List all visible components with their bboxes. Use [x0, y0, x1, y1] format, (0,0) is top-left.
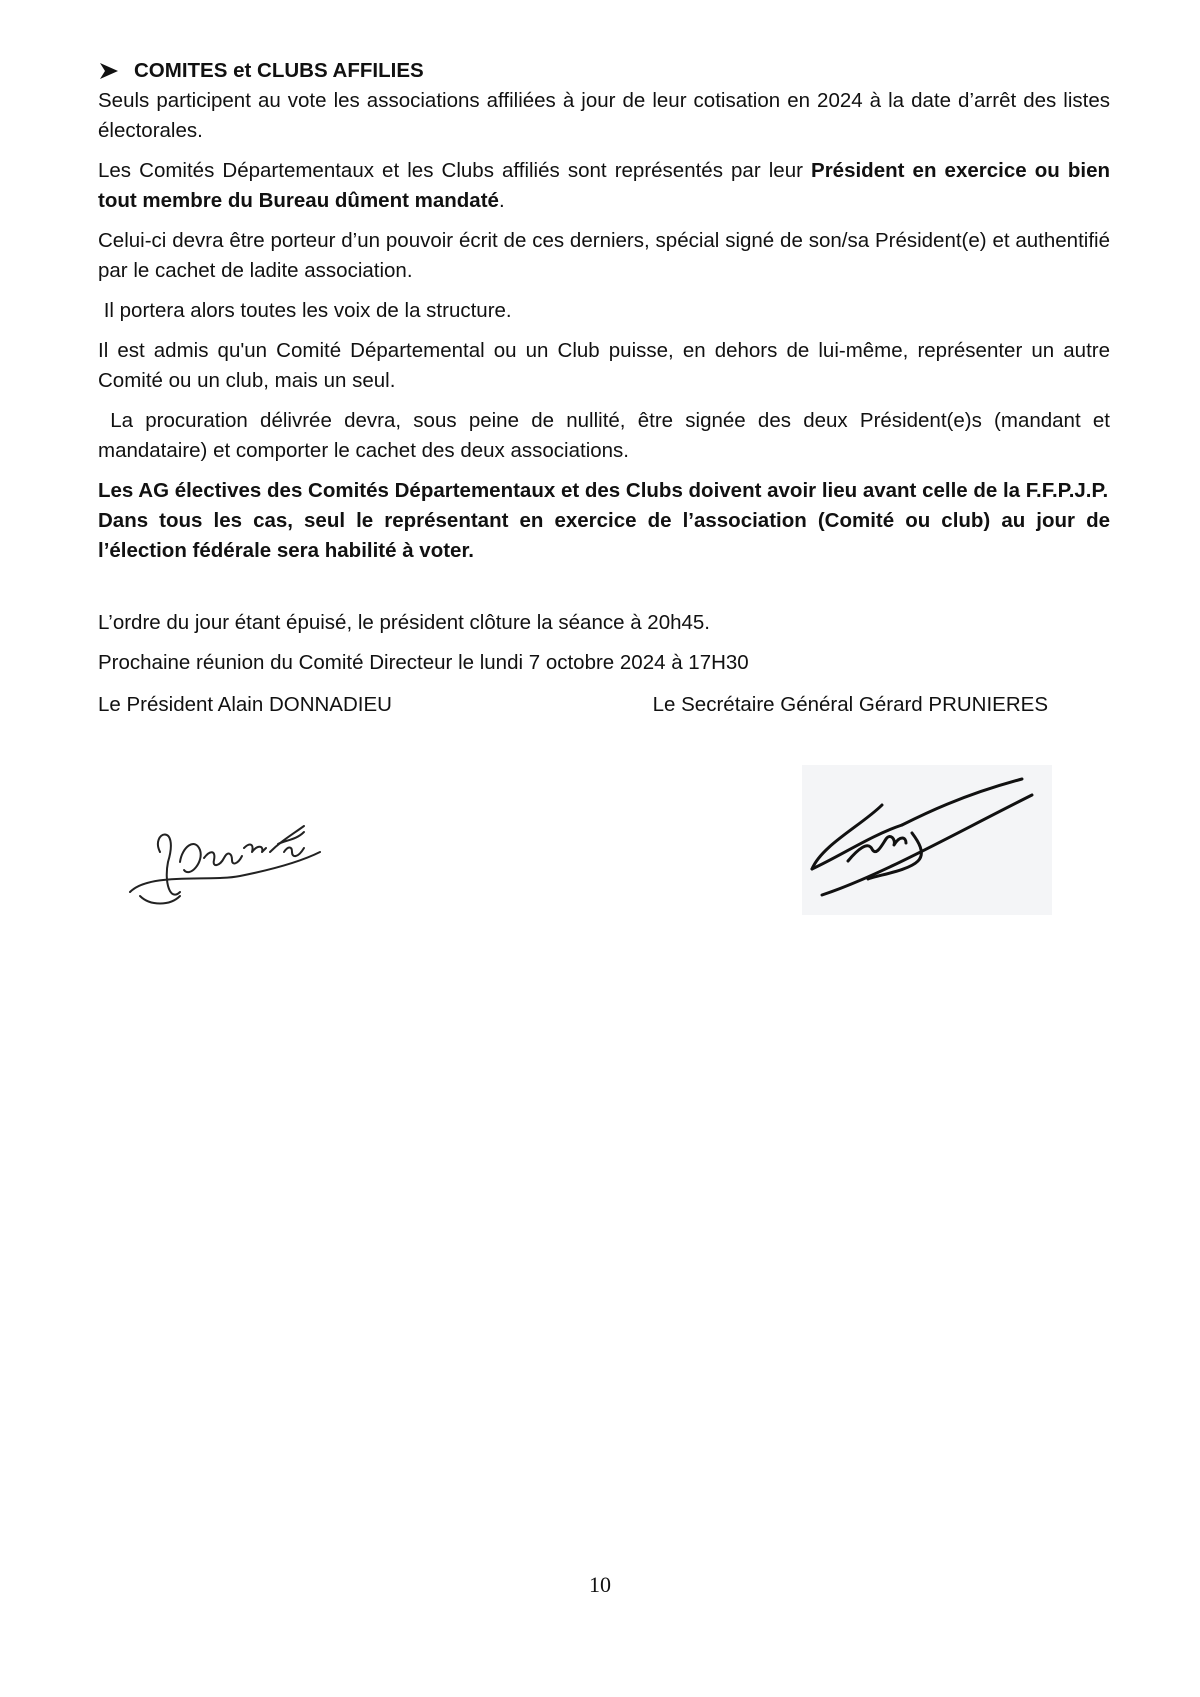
signature-labels	[98, 690, 1048, 720]
secretary-signature-image	[802, 765, 1052, 920]
paragraph-representation-start: Les Comités Départementaux et les Clubs affiliés sont représentés par leur	[98, 159, 812, 182]
president-signature-image	[120, 792, 340, 917]
closing-line: L’ordre du jour étant épuisé, le président clôture la séance à 20h45.	[98, 611, 710, 634]
page-number: 10	[589, 1572, 611, 1597]
document-body	[98, 56, 1116, 720]
paragraph-represent-other: Il est admis qu'un Comité Départemental ou un Club puisse, en dehors de lui-même, représenter un autre Comité ou un club, mais un seul.	[98, 339, 1110, 392]
paragraph-representation-bold: Président en exercice ou bien tout membre du Bureau dûment mandaté	[98, 159, 1110, 212]
president-label: Le Président Alain DONNADIEU	[98, 693, 392, 716]
paragraph-representative: Dans tous les cas, seul le représentant en exercice de l’association (Comité ou club) au jour de l’élection fédérale sera habilité à voter.	[98, 509, 1110, 562]
section-title: COMITES et CLUBS AFFILIES	[134, 59, 424, 82]
paragraph-representation	[98, 156, 1110, 216]
arrow-bullet-icon	[98, 61, 120, 81]
paragraph-procuration: La procuration délivrée devra, sous peine de nullité, être signée des deux Président(e)s (mandant et mandataire) et comporter le cachet des deux associations.	[98, 409, 1116, 462]
paragraph-representation-end: .	[498, 189, 505, 212]
next-meeting-line: Prochaine réunion du Comité Directeur le lundi 7 octobre 2024 à 17H30	[98, 651, 749, 674]
paragraph-written-proxy: Celui-ci devra être porteur d’un pouvoir écrit de ces derniers, spécial signé de son/sa Président(e) et authentifié par le cachet de ladite association.	[98, 229, 1110, 282]
paragraph-ag-electives: Les AG électives des Comités Départementaux et des Clubs doivent avoir lieu avant celle de la F.F.P.J.P.	[98, 479, 1109, 502]
section-heading	[98, 56, 1110, 86]
paragraph-votes: Il portera alors toutes les voix de la structure.	[98, 299, 512, 322]
paragraph-voting-eligibility: Seuls participent au vote les associations affiliées à jour de leur cotisation en 2024 à la date d’arrêt des listes électorales.	[98, 89, 1110, 142]
secretary-label: Le Secrétaire Général Gérard PRUNIERES	[652, 693, 1048, 716]
